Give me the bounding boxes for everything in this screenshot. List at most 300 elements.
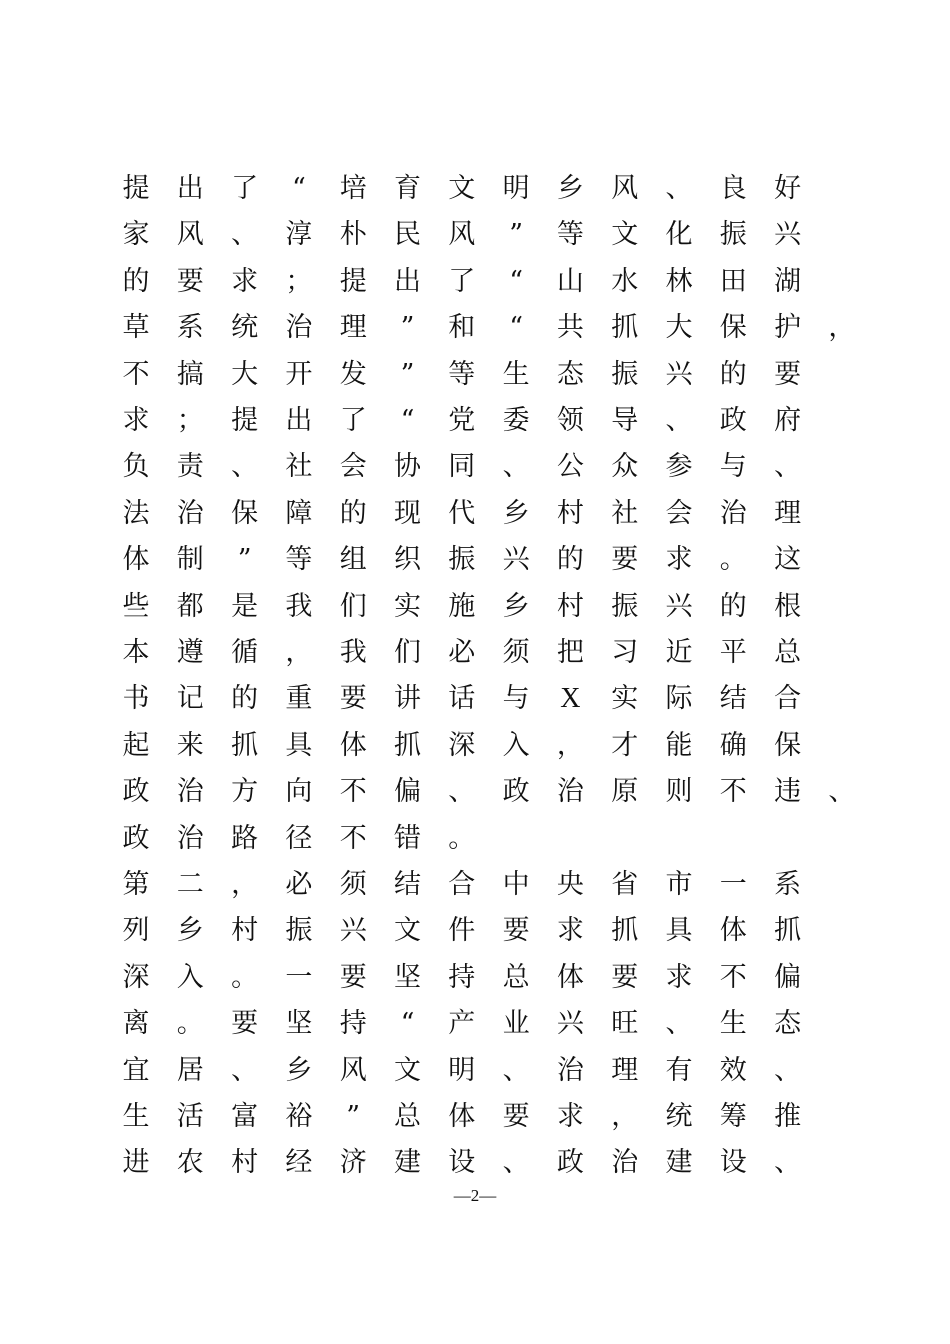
text-char: 好: [774, 173, 802, 204]
text-char: 公: [556, 451, 584, 483]
text-line: [0, 723, 950, 769]
text-char: 要: [611, 544, 639, 576]
text-char: 业: [502, 1008, 530, 1040]
text-char: 政: [556, 1147, 584, 1179]
text-char: 保: [719, 312, 747, 344]
text-char: 要: [339, 683, 367, 715]
text-char: 明: [448, 1054, 476, 1086]
text-char: 、: [665, 405, 693, 436]
text-char: ，: [611, 1101, 639, 1132]
text-char: 讲: [394, 683, 421, 715]
text-char: 良: [719, 173, 747, 204]
text-char: 不: [122, 358, 150, 390]
text-char: 、: [502, 1054, 530, 1086]
text-char: 治: [719, 497, 747, 529]
text-char: 乡: [556, 173, 584, 204]
text-char: 社: [285, 451, 313, 483]
text-char: 具: [285, 729, 313, 761]
text-char: 家: [122, 219, 150, 251]
text-char: 第: [122, 869, 150, 900]
text-char: 参: [665, 451, 693, 483]
text-line: [0, 1048, 950, 1094]
text-char: 湖: [774, 265, 802, 297]
text-char: 确: [719, 729, 747, 761]
text-char: 、: [502, 1147, 530, 1179]
text-char: 抓: [394, 729, 421, 761]
text-char: 要: [231, 1008, 259, 1040]
text-char: “: [509, 265, 523, 297]
text-char: 草: [122, 312, 150, 344]
text-line: [0, 1094, 950, 1140]
text-line: [0, 584, 950, 630]
text-char: 设: [719, 1147, 747, 1179]
text-char: 筹: [719, 1101, 747, 1132]
text-char: 村: [556, 590, 584, 622]
text-char: 些: [122, 590, 150, 622]
text-char: 出: [285, 405, 313, 436]
text-char: 则: [665, 776, 693, 808]
text-char: 求: [231, 265, 259, 297]
text-char: 重: [285, 683, 313, 715]
text-char: 共: [556, 312, 584, 344]
text-char: 与: [719, 451, 747, 483]
text-char: 抓: [611, 915, 639, 947]
text-char: 、: [828, 776, 856, 808]
text-char: 经: [285, 1147, 313, 1179]
text-char: ，: [231, 869, 259, 900]
text-char: “: [400, 1008, 415, 1040]
text-char: 话: [448, 683, 476, 715]
text-line: [0, 212, 950, 258]
text-char: 兴: [556, 1008, 584, 1040]
text-char: 治: [556, 776, 584, 808]
text-char: 际: [665, 683, 693, 715]
text-char: 抓: [774, 915, 802, 947]
text-char: 体: [339, 729, 367, 761]
text-char: 本: [122, 637, 150, 668]
text-char: 的: [122, 265, 150, 297]
text-char: 风: [448, 219, 476, 251]
text-char: 是: [231, 590, 259, 622]
text-char: 须: [339, 869, 367, 900]
text-char: 等: [448, 358, 476, 390]
text-char: 能: [665, 729, 693, 761]
text-char: 理: [611, 1054, 639, 1086]
text-line: [0, 862, 950, 908]
text-char: 振: [611, 590, 639, 622]
text-char: 富: [231, 1101, 259, 1132]
text-char: 淳: [285, 219, 313, 251]
text-char: 裕: [285, 1101, 313, 1132]
text-line: [0, 955, 950, 1001]
text-char: 一: [285, 961, 313, 993]
text-char: 件: [448, 915, 476, 947]
text-char: 现: [394, 497, 421, 529]
text-char: 设: [448, 1147, 476, 1179]
text-char: 错: [394, 822, 421, 854]
text-line: [0, 816, 950, 862]
text-char: 离: [122, 1008, 150, 1040]
text-char: 文: [611, 219, 639, 251]
text-char: 遵: [176, 637, 204, 668]
text-char: 田: [719, 265, 747, 297]
text-char: ”: [400, 358, 415, 390]
text-char: 必: [448, 637, 476, 668]
text-line: [0, 908, 950, 954]
text-char: 兴: [502, 544, 530, 576]
text-char: 必: [285, 869, 313, 900]
text-char: 效: [719, 1054, 747, 1086]
text-char: 系: [176, 312, 204, 344]
text-line: [0, 1001, 950, 1047]
text-char: 进: [122, 1147, 150, 1179]
text-char: 社: [611, 497, 639, 529]
text-char: 。: [176, 1008, 204, 1040]
text-char: 循: [231, 637, 259, 668]
text-char: 产: [448, 1008, 476, 1040]
text-char: 要: [176, 265, 204, 297]
text-char: 生: [502, 358, 530, 390]
text-char: 要: [611, 961, 639, 993]
text-char: 振: [611, 358, 639, 390]
text-char: 水: [611, 265, 639, 297]
text-char: 要: [502, 915, 530, 947]
text-char: 们: [394, 637, 421, 668]
text-char: 开: [285, 358, 313, 390]
text-char: 育: [394, 173, 421, 204]
text-char: 旺: [611, 1008, 639, 1040]
text-char: 兴: [774, 219, 802, 251]
text-char: 会: [339, 451, 367, 483]
text-char: ，: [285, 637, 313, 668]
text-char: 、: [774, 1054, 802, 1086]
text-line: [0, 676, 950, 722]
text-char: 持: [448, 961, 476, 993]
text-char: 政: [122, 776, 150, 808]
text-char: 居: [176, 1054, 204, 1086]
text-char: 障: [285, 497, 313, 529]
text-char: “: [291, 173, 306, 204]
text-char: 了: [448, 265, 476, 297]
text-char: 偏: [394, 776, 421, 808]
text-char: 近: [665, 637, 693, 668]
text-char: 结: [394, 869, 421, 900]
text-char: 方: [231, 776, 259, 808]
text-char: 搞: [176, 358, 204, 390]
text-char: 风: [339, 1054, 367, 1086]
text-char: 平: [719, 637, 747, 668]
text-char: 民: [394, 219, 421, 251]
text-char: 求: [122, 405, 150, 436]
text-char: 政: [502, 776, 530, 808]
text-char: ”: [346, 1101, 361, 1132]
text-char: 施: [448, 590, 476, 622]
text-char: 府: [774, 405, 802, 436]
text-char: 了: [339, 405, 367, 436]
text-char: 有: [665, 1054, 693, 1086]
text-char: 、: [448, 776, 476, 808]
text-line: [0, 305, 950, 351]
text-char: 的: [719, 358, 747, 390]
text-char: 把: [556, 637, 584, 668]
text-char: 原: [611, 776, 639, 808]
text-char: 同: [448, 451, 476, 483]
text-char: 保: [774, 729, 802, 761]
text-char: 来: [176, 729, 204, 761]
text-char: 政: [719, 405, 747, 436]
text-char: 文: [394, 915, 421, 947]
text-char: 。: [231, 961, 259, 993]
text-char: 、: [774, 1147, 802, 1179]
text-char: 求: [665, 961, 693, 993]
text-char: 提: [339, 265, 367, 297]
text-char: 导: [611, 405, 639, 436]
text-char: 中: [502, 869, 530, 900]
text-char: 治: [285, 312, 313, 344]
text-char: 书: [122, 683, 150, 715]
text-char: 治: [556, 1054, 584, 1086]
text-char: 党: [448, 405, 476, 436]
text-char: ”: [509, 219, 523, 251]
text-char: 培: [339, 173, 367, 204]
text-char: 制: [176, 544, 204, 576]
text-line: [0, 352, 950, 398]
text-char: ”: [400, 312, 415, 344]
text-char: 村: [556, 497, 584, 529]
text-char: 责: [176, 451, 204, 483]
text-char: 体: [556, 961, 584, 993]
text-char: 系: [774, 869, 802, 900]
text-char: 省: [611, 869, 639, 900]
text-char: 二: [176, 869, 204, 900]
text-char: 、: [231, 451, 259, 483]
text-char: 的: [231, 683, 259, 715]
text-char: 要: [774, 358, 802, 390]
text-char: 代: [448, 497, 476, 529]
text-char: 深: [448, 729, 476, 761]
text-char: 、: [231, 1054, 259, 1086]
text-char: 和: [448, 312, 476, 344]
page-number: —2—: [453, 1186, 497, 1205]
text-char: 乡: [502, 590, 530, 622]
text-char: ；: [176, 405, 204, 436]
text-char: “: [509, 312, 523, 344]
text-line: [0, 1140, 950, 1186]
text-char: 们: [339, 590, 367, 622]
text-char: 起: [122, 729, 150, 761]
text-char: 我: [339, 637, 367, 668]
text-char: 入: [176, 961, 204, 993]
text-char: 兴: [665, 590, 693, 622]
text-char: 的: [556, 544, 584, 576]
text-char: 抓: [231, 729, 259, 761]
text-char: 建: [394, 1147, 421, 1179]
text-char: 治: [176, 776, 204, 808]
text-char: 要: [339, 961, 367, 993]
text-char: 、: [502, 451, 530, 483]
text-char: 求: [556, 915, 584, 947]
text-char: 。: [719, 544, 747, 576]
text-char: 风: [176, 219, 204, 251]
text-char: 不: [719, 776, 747, 808]
text-char: 等: [556, 219, 584, 251]
text-char: 振: [448, 544, 476, 576]
text-char: 法: [122, 497, 150, 529]
text-char: 实: [394, 590, 421, 622]
text-line: [0, 398, 950, 444]
text-char: 济: [339, 1147, 367, 1179]
text-char: 风: [611, 173, 639, 204]
text-char: 、: [774, 451, 802, 483]
text-char: 深: [122, 961, 150, 993]
text-char: 统: [231, 312, 259, 344]
text-char: ，: [556, 729, 584, 761]
text-char: 路: [231, 822, 259, 854]
text-char: 建: [665, 1147, 693, 1179]
text-char: 提: [231, 405, 259, 436]
text-char: 的: [339, 497, 367, 529]
text-char: 不: [339, 776, 367, 808]
text-char: 向: [285, 776, 313, 808]
text-char: 我: [285, 590, 313, 622]
text-char: 总: [774, 637, 802, 668]
text-char: 明: [502, 173, 530, 204]
text-char: 理: [774, 497, 802, 529]
text-char: 须: [502, 637, 530, 668]
text-char: 领: [556, 405, 584, 436]
text-char: 总: [394, 1101, 421, 1132]
text-char: 不: [719, 961, 747, 993]
text-char: 径: [285, 822, 313, 854]
text-char: 体: [122, 544, 150, 576]
text-char: 协: [394, 451, 421, 483]
text-char: 结: [719, 683, 747, 715]
text-char: “: [400, 405, 415, 436]
text-char: 化: [665, 219, 693, 251]
text-char: 发: [339, 358, 367, 390]
text-char: 兴: [339, 915, 367, 947]
text-char: 态: [774, 1008, 802, 1040]
text-char: 宜: [122, 1054, 150, 1086]
text-char: 护: [774, 312, 802, 344]
text-char: 合: [774, 683, 802, 715]
text-char: 市: [665, 869, 693, 900]
text-char: 根: [774, 590, 802, 622]
text-char: 村: [231, 915, 259, 947]
text-char: 出: [176, 173, 204, 204]
text-char: 乡: [285, 1054, 313, 1086]
text-char: 与: [502, 683, 530, 715]
text-line: [0, 491, 950, 537]
text-char: ”: [237, 544, 252, 576]
text-char: 政: [122, 822, 150, 854]
text-line: [0, 537, 950, 583]
text-char: 大: [231, 358, 259, 390]
text-char: 的: [719, 590, 747, 622]
text-char: 统: [665, 1101, 693, 1132]
text-char: 求: [556, 1101, 584, 1132]
text-char: 求: [665, 544, 693, 576]
text-char: 记: [176, 683, 204, 715]
text-char: ；: [285, 265, 313, 297]
text-char: 会: [665, 497, 693, 529]
text-char: 这: [774, 544, 802, 576]
text-char: 实: [611, 683, 639, 715]
text-char: 乡: [502, 497, 530, 529]
text-char: 习: [611, 637, 639, 668]
text-char: 总: [502, 961, 530, 993]
text-char: 出: [394, 265, 421, 297]
text-char: 大: [665, 312, 693, 344]
text-line: [0, 630, 950, 676]
text-char: 保: [231, 497, 259, 529]
text-char: 坚: [394, 961, 421, 993]
text-char: 抓: [611, 312, 639, 344]
text-char: 组: [339, 544, 367, 576]
text-char: 活: [176, 1101, 204, 1132]
text-char: 林: [665, 265, 693, 297]
text-char: 要: [502, 1101, 530, 1132]
text-char: 振: [285, 915, 313, 947]
text-char: 违: [774, 776, 802, 808]
text-char: 、: [231, 219, 259, 251]
text-char: 、: [665, 1008, 693, 1040]
text-char: 山: [556, 265, 584, 297]
text-char: 央: [556, 869, 584, 900]
text-line: [0, 166, 950, 212]
text-char: 体: [448, 1101, 476, 1132]
text-char: 推: [774, 1101, 802, 1132]
text-line: [0, 769, 950, 815]
text-char: 列: [122, 915, 150, 947]
text-char: 乡: [176, 915, 204, 947]
text-char: 具: [665, 915, 693, 947]
text-char: 众: [611, 451, 639, 483]
text-char: 生: [719, 1008, 747, 1040]
text-char: 朴: [339, 219, 367, 251]
text-char: 。: [448, 822, 476, 854]
text-char: 都: [176, 590, 204, 622]
text-char: 文: [448, 173, 476, 204]
text-char: 坚: [285, 1008, 313, 1040]
text-char: 合: [448, 869, 476, 900]
text-char: 治: [176, 497, 204, 529]
text-char: ，: [828, 312, 856, 344]
text-char: 负: [122, 451, 150, 483]
text-char: 兴: [665, 358, 693, 390]
text-char: 治: [176, 822, 204, 854]
text-char: 理: [339, 312, 367, 344]
text-line: [0, 444, 950, 490]
text-char: 一: [719, 869, 747, 900]
text-char: 织: [394, 544, 421, 576]
text-char: 才: [611, 729, 639, 761]
text-char: 偏: [774, 961, 802, 993]
text-char: 村: [231, 1147, 259, 1179]
text-char: 振: [719, 219, 747, 251]
text-line: [0, 259, 950, 305]
text-char: 等: [285, 544, 313, 576]
text-char: 持: [339, 1008, 367, 1040]
text-char: 生: [122, 1101, 150, 1132]
text-char: 了: [231, 173, 259, 204]
text-char: X: [560, 683, 581, 715]
text-char: 入: [502, 729, 530, 761]
text-char: 、: [665, 173, 693, 204]
text-char: 不: [339, 822, 367, 854]
text-char: 农: [176, 1147, 204, 1179]
text-char: 委: [502, 405, 530, 436]
